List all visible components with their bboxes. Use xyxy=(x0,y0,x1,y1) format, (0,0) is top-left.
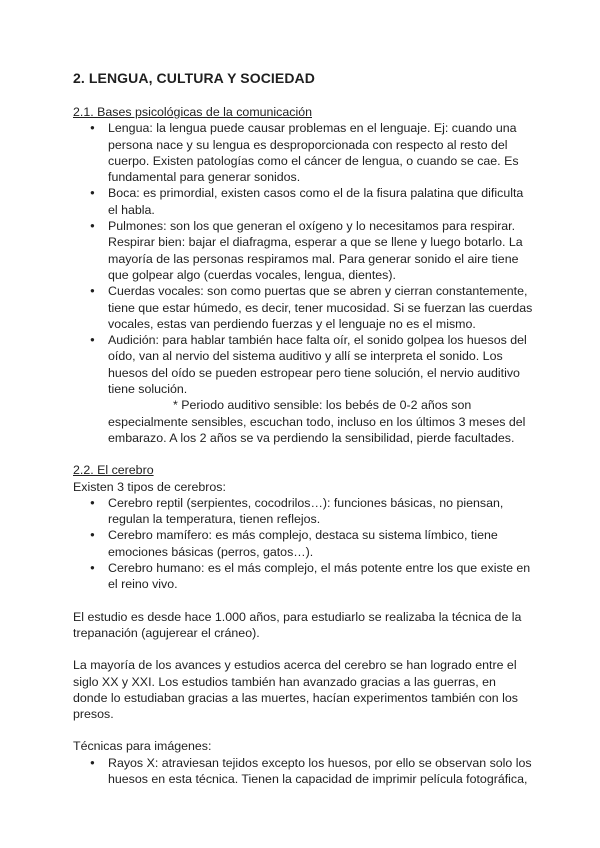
techniques-intro: Técnicas para imágenes: xyxy=(73,739,212,754)
list-item: ● Cerebro mamífero: es más complejo, destaca su sistema límbico, tiene emociones básicas (perros, gatos…). xyxy=(73,527,533,560)
bullet-list-cerebros xyxy=(73,495,533,593)
list-item: ● Audición: para hablar también hace falta oír, el sonido golpea los huesos del oído, van al nervio del sistema auditivo y allí se interpreta el sonido. Los huesos del oído se pueden estropear pero tiene solución, el nervio auditivo tiene solución. xyxy=(73,332,533,397)
paragraph-estudio: El estudio es desde hace 1.000 años, para estudiarlo se realizaba la técnica de la trepanación (agujerear el cráneo). xyxy=(73,609,522,640)
note-periodo-auditivo: * Periodo auditivo sensible: los bebés de 0-2 años son especialmente sensibles, escuchan todo, incluso en los últimos 3 meses del embarazo. A los 2 años se va perdiendo la sensibilidad, pierde facultades. xyxy=(108,398,526,445)
list-item: ● Boca: es primordial, existen casos como el de la fisura palatina que dificulta el habla. xyxy=(73,185,533,218)
document-content xyxy=(73,69,533,787)
bullet-list-tecnicas xyxy=(73,755,533,788)
list-item: ● Cerebro reptil (serpientes, cocodrilos…): funciones básicas, no piensan, regulan la temperatura, tienen reflejos. xyxy=(73,495,533,528)
list-item: ● Rayos X: atraviesan tejidos excepto los huesos, por ello se observan solo los huesos en esta técnica. Tienen la capacidad de imprimir película fotográfica, xyxy=(73,755,533,788)
list-item: ● Pulmones: son los que generan el oxígeno y lo necesitamos para respirar. Respirar bien: bajar el diafragma, esperar a que se llene y luego botarlo. La mayoría de las personas respiramos mal. Para generar sonido el aire tiene que golpear algo (cuerdas vocales, lengua, dientes). xyxy=(73,218,533,283)
bullet-list-bases xyxy=(73,120,533,397)
section-heading-bases: 2.1. Bases psicológicas de la comunicación xyxy=(73,105,312,119)
cerebro-intro: Existen 3 tipos de cerebros: xyxy=(73,479,226,494)
section-heading-cerebro: 2.2. El cerebro xyxy=(73,463,154,478)
list-item: ● Lengua: la lengua puede causar problemas en el lenguaje. Ej: cuando una persona nace y su lengua es desproporcionada con respecto al resto del cuerpo. Existen patologías como el cáncer de lengua, o cuando se cae. Es fundamental para generar sonidos. xyxy=(73,120,533,185)
list-item: ● Cuerdas vocales: son como puertas que se abren y cierran constantemente, tiene que estar húmedo, es decir, tener mucosidad. Si se fuerzan las cuerdas vocales, estas van perdiendo fuerzas y el lenguaje no es el mismo. xyxy=(73,283,533,332)
list-item: ● Cerebro humano: es el más complejo, el más potente entre los que existe en el reino vivo. xyxy=(73,560,533,593)
paragraph-avances: La mayoría de los avances y estudios acerca del cerebro se han logrado entre el siglo XX y XXI. Los estudios también han avanzado gracias a las guerras, en donde lo estudiaban gracias a las muertes, hacían experimentos también con los presos. xyxy=(73,658,518,722)
page-title: 2. LENGUA, CULTURA Y SOCIEDAD xyxy=(73,70,315,86)
